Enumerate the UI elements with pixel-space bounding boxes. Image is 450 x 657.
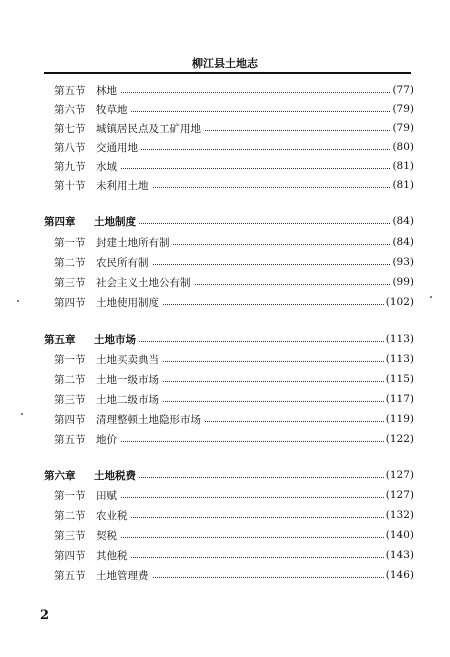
toc-entry-section[interactable]	[0, 81, 450, 99]
toc-chapter-title: 土地税费	[94, 468, 139, 483]
toc-chapter-label: 第五章	[44, 333, 76, 346]
toc-entry-page: (122)	[385, 433, 414, 445]
toc-entry-title: 土地使用制度	[96, 295, 162, 310]
dot-leader	[94, 223, 398, 224]
toc-entry-label: 第一节	[54, 353, 86, 366]
toc-chapter-title: 土地制度	[94, 214, 139, 229]
toc-entry-page: (77)	[392, 84, 414, 96]
toc-entry-title: 其他税	[96, 548, 131, 563]
toc-entry-page: (119)	[385, 413, 414, 425]
toc-entry-section[interactable]	[0, 430, 450, 448]
toc-entry-label: 第二节	[54, 373, 86, 386]
toc-entry-title: 农民所有制	[96, 255, 152, 270]
toc-entry-page: (79)	[392, 103, 414, 115]
toc-entry-section[interactable]	[0, 370, 450, 388]
toc-entry-label: 第三节	[54, 276, 86, 289]
dot-leader	[94, 477, 398, 478]
toc-entry-page: (80)	[392, 141, 414, 153]
toc-entry-section[interactable]	[0, 293, 450, 311]
toc-entry-section[interactable]	[0, 273, 450, 291]
toc-entry-page: (81)	[392, 179, 414, 191]
toc-entry-title: 地价	[96, 432, 120, 447]
toc-entry-title: 未利用土地	[96, 178, 152, 193]
toc-entry-title: 土地管理费	[96, 568, 152, 583]
toc-entry-title: 土地买卖典当	[96, 352, 162, 367]
toc-entry-section[interactable]	[0, 233, 450, 251]
toc-entry-section[interactable]	[0, 566, 450, 584]
toc-entry-section[interactable]	[0, 526, 450, 544]
toc-entry-title: 社会主义土地公有制	[96, 275, 194, 290]
toc-chapter-label: 第六章	[44, 469, 76, 482]
toc-entry-section[interactable]	[0, 138, 450, 156]
toc-entry-section[interactable]	[0, 253, 450, 271]
dot-leader	[96, 92, 398, 93]
toc-entry-title: 土地二级市场	[96, 392, 162, 407]
dot-leader	[96, 497, 398, 498]
toc-entry-section[interactable]	[0, 390, 450, 408]
toc-entry-page: (113)	[385, 353, 414, 365]
toc-entry-page: (81)	[392, 160, 414, 172]
toc-entry-label: 第四节	[54, 413, 86, 426]
dot-leader	[96, 111, 398, 112]
toc-chapter-title: 土地市场	[94, 332, 139, 347]
toc-entry-section[interactable]	[0, 350, 450, 368]
toc-entry-page: (146)	[385, 569, 414, 581]
toc-entry-title: 田赋	[96, 488, 120, 503]
toc-entry-label: 第三节	[54, 529, 86, 542]
toc-entry-label: 第八节	[54, 141, 86, 154]
toc-entry-chapter[interactable]	[0, 212, 450, 230]
toc-entry-section[interactable]	[0, 486, 450, 504]
toc-entry-title: 契税	[96, 528, 120, 543]
toc-entry-page: (117)	[385, 393, 414, 405]
dot-leader	[96, 517, 398, 518]
dot-leader	[96, 168, 398, 169]
toc-entry-page: (140)	[385, 529, 414, 541]
toc-entry-title: 土地一级市场	[96, 372, 162, 387]
page-number: 2	[40, 608, 50, 623]
toc-entry-label: 第六节	[54, 103, 86, 116]
toc-entry-section[interactable]	[0, 176, 450, 194]
toc-entry-label: 第四节	[54, 549, 86, 562]
dot-leader	[96, 537, 398, 538]
scan-speck	[17, 300, 19, 302]
scan-speck	[430, 296, 432, 298]
toc-entry-page: (113)	[385, 333, 414, 345]
toc-entry-label: 第九节	[54, 160, 86, 173]
toc-entry-label: 第七节	[54, 122, 86, 135]
dot-leader	[96, 441, 398, 442]
toc-entry-title: 交通用地	[96, 140, 141, 155]
toc-entry-section[interactable]	[0, 506, 450, 524]
toc-entry-title: 水域	[96, 159, 120, 174]
toc-entry-title: 封建土地所有制	[96, 235, 173, 250]
toc-entry-label: 第三节	[54, 393, 86, 406]
toc-chapter-label: 第四章	[44, 215, 76, 228]
toc-entry-page: (84)	[392, 215, 414, 227]
dot-leader	[96, 557, 398, 558]
toc-entry-chapter[interactable]	[0, 330, 450, 348]
toc-entry-page: (79)	[392, 122, 414, 134]
toc-entry-page: (127)	[385, 469, 414, 481]
toc-entry-label: 第二节	[54, 256, 86, 269]
toc-entry-section[interactable]	[0, 410, 450, 428]
toc-entry-page: (127)	[385, 489, 414, 501]
dot-leader	[94, 341, 398, 342]
toc-entry-title: 清理整顿土地隐形市场	[96, 412, 204, 427]
toc-entry-section[interactable]	[0, 100, 450, 118]
toc-entry-label: 第一节	[54, 236, 86, 249]
toc-entry-title: 牧草地	[96, 102, 131, 117]
toc-entry-section[interactable]	[0, 119, 450, 137]
running-header-title: 柳江县土地志	[192, 57, 258, 70]
toc-entry-label: 第五节	[54, 433, 86, 446]
toc-entry-page: (115)	[385, 373, 414, 385]
toc-entry-title: 林地	[96, 83, 120, 98]
toc-entry-label: 第四节	[54, 296, 86, 309]
toc-entry-label: 第十节	[54, 179, 86, 192]
toc-entry-label: 第五节	[54, 569, 86, 582]
toc-entry-label: 第五节	[54, 84, 86, 97]
toc-entry-page: (84)	[392, 236, 414, 248]
toc-entry-page: (102)	[385, 296, 414, 308]
toc-entry-title: 城镇居民点及工矿用地	[96, 121, 204, 136]
toc-entry-section[interactable]	[0, 546, 450, 564]
toc-entry-title: 农业税	[96, 508, 131, 523]
toc-entry-page: (132)	[385, 509, 414, 521]
toc-entry-page: (93)	[392, 256, 414, 268]
header-rule	[44, 72, 411, 74]
toc-entry-section[interactable]	[0, 157, 450, 175]
scan-speck	[21, 413, 23, 415]
toc-entry-label: 第二节	[54, 509, 86, 522]
dot-leader	[96, 149, 398, 150]
toc-entry-label: 第一节	[54, 489, 86, 502]
toc-entry-page: (99)	[392, 276, 414, 288]
toc-entry-chapter[interactable]	[0, 466, 450, 484]
toc-entry-page: (143)	[385, 549, 414, 561]
